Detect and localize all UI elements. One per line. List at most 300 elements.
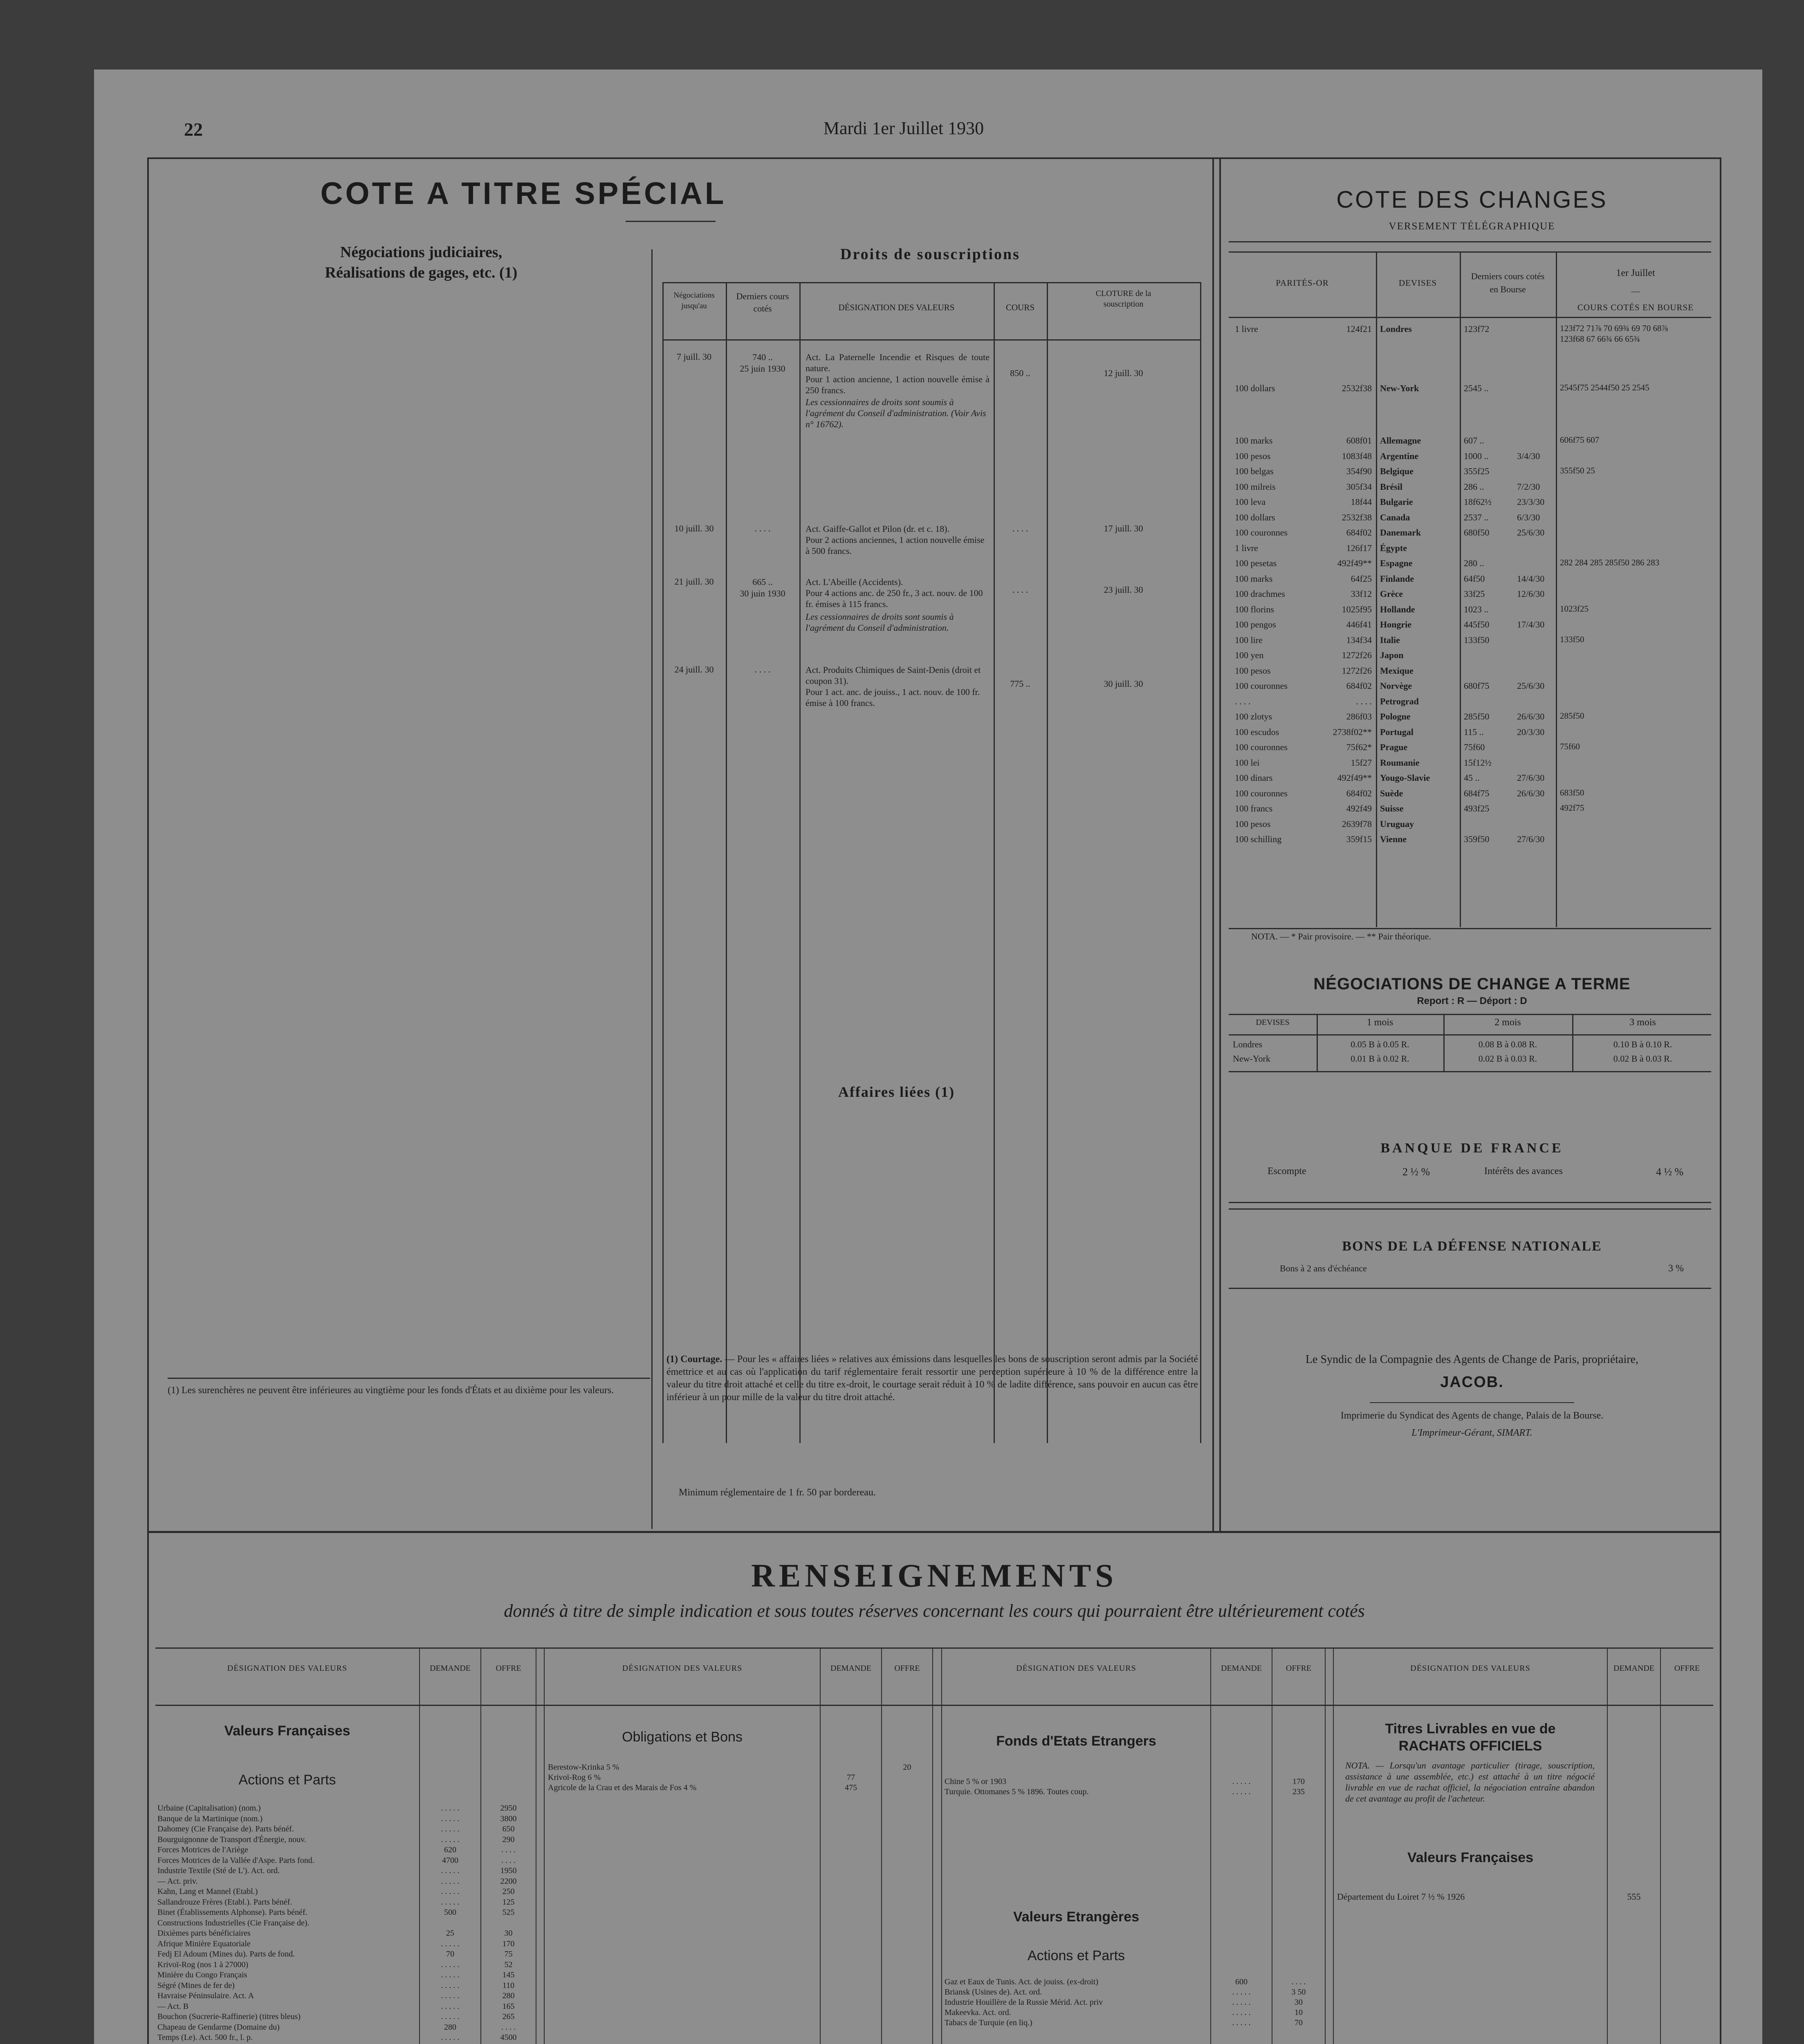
cours-bourse: 606f75 607 — [1560, 435, 1600, 445]
parite-unit: 100 yen — [1235, 650, 1264, 660]
valeur-offre: 30 — [1295, 1998, 1303, 2007]
valeur-offre: 170 — [502, 1939, 515, 1948]
valeur-name — [157, 2043, 242, 2044]
valeur-name: Kahn, Lang et Mannel (Etabl.) — [157, 1887, 258, 1896]
dernier-cours: 18f62½ — [1464, 497, 1492, 507]
parite-value: 2639f78 — [1342, 818, 1372, 829]
page-date: Mardi 1er Juillet 1930 — [823, 118, 984, 138]
droit-designation: Act. La Paternelle Incendie et Risques de toute nature. Pour 1 action ancienne, 1 action nouvelle émise à 250 francs. — [806, 352, 990, 395]
valeur-offre: 125 — [502, 1897, 515, 1907]
parite-unit: 100 pengos — [1235, 619, 1276, 630]
devise-name: Hongrie — [1380, 619, 1411, 630]
valeurs-francaises-heading: Valeurs Françaises — [224, 1723, 350, 1739]
valeur-demande: . . . . . — [441, 1970, 460, 1979]
dernier-cours: 1023 .. — [1464, 604, 1489, 614]
cours-bourse: 683f50 — [1560, 787, 1584, 798]
col-demande: DEMANDE — [830, 1664, 871, 1673]
parite-unit: 100 couronnes — [1235, 527, 1288, 538]
page-number: 22 — [184, 119, 203, 140]
valeur-name: Krivoï-Rog (nos 1 à 27000) — [157, 1960, 249, 1969]
parite-unit: 100 lire — [1235, 634, 1263, 645]
devise-name: Japon — [1380, 650, 1404, 660]
devise-name: Yougo-Slavie — [1380, 773, 1430, 783]
devise-name: Prague — [1380, 742, 1408, 752]
parite-value: 124f21 — [1346, 324, 1372, 334]
avances-value: 4 ½ % — [1656, 1166, 1684, 1178]
valeur-offre: 165 — [502, 2001, 515, 2011]
parite-unit: 100 escudos — [1235, 726, 1279, 737]
valeurs-francaises-heading: Valeurs Françaises — [1407, 1850, 1534, 1865]
escompte-value: 2 ½ % — [1402, 1166, 1430, 1178]
valeur-demande: 600 — [1235, 1977, 1248, 1986]
valeur-offre: 70 — [1295, 2018, 1303, 2027]
valeur-offre: 145 — [502, 1970, 515, 1979]
obligations-bons-heading: Obligations et Bons — [622, 1729, 743, 1745]
avances-label: Intérêts des avances — [1484, 1166, 1563, 1177]
renseignements-title: RENSEIGNEMENTS — [751, 1558, 1117, 1594]
affaires-liees: Affaires liées (1) — [838, 1084, 955, 1100]
valeur-demande: 70 — [446, 1950, 454, 1959]
dernier-cours: 15f12½ — [1464, 757, 1492, 768]
parite-value: 684f02 — [1346, 788, 1372, 798]
droit-note: Les cessionnaires de droits sont soumis à l'agrément du Conseil d'administration. — [806, 612, 954, 633]
valeur-offre: . . . . — [1291, 1977, 1306, 1986]
valeur-offre: 1950 — [500, 1866, 517, 1875]
valeur-demande: . . . . . — [441, 1876, 460, 1886]
droit-designation: Act. Gaiffe-Gallot et Pilon (dr. et c. 18). Pour 2 actions anciennes, 1 action nouvelle émise à 500 francs. — [806, 524, 985, 556]
bons-value: 3 % — [1668, 1263, 1684, 1274]
droit-cours: 775 .. — [1010, 679, 1030, 689]
valeur-name: Dixièmes parts bénéficiaires — [157, 1929, 251, 1938]
col-cloture: CLOTURE de la souscription — [1095, 289, 1151, 309]
valeur-demande: . . . . . — [441, 1887, 460, 1896]
cours-bourse: 492f75 — [1560, 803, 1584, 813]
col-negociations: Négociations jusqu'au — [673, 291, 715, 310]
valeur-offre: 525 — [502, 1908, 515, 1917]
bons-label: Bons à 2 ans d'échéance — [1280, 1263, 1367, 1273]
valeur-demande: . . . . . — [1232, 1777, 1251, 1786]
droits-title: Droits de souscriptions — [840, 246, 1020, 263]
parite-unit: 100 pesos — [1235, 818, 1271, 829]
parite-value: 608f01 — [1346, 435, 1372, 446]
valeur-offre: 10 — [1295, 2008, 1303, 2017]
devise-name: Hollande — [1380, 604, 1415, 614]
dernier-cours: 133f50 — [1464, 634, 1490, 645]
valeur-demande: . . . . . — [441, 1814, 460, 1823]
valeur-demande — [420, 2043, 480, 2044]
parite-value: 1272f26 — [1342, 665, 1372, 676]
devise-name: Allemagne — [1380, 435, 1421, 446]
syndic-name: JACOB. — [1440, 1374, 1504, 1391]
valeur-offre: 20 — [903, 1763, 911, 1772]
dernier-date: 20/3/30 — [1517, 726, 1545, 737]
devise-name: Finlande — [1380, 573, 1414, 584]
cours-bourse: 2545f75 2544f50 25 2545 — [1560, 383, 1649, 392]
parite-unit: 100 pesetas — [1235, 558, 1277, 568]
droit-designation: Act. Produits Chimiques de Saint-Denis (droit et coupon 31). Pour 1 act. anc. de jouiss., 1 act. nouv. de 100 fr. émise à 100 francs. — [806, 665, 981, 708]
valeurs-etrangeres-heading: Valeurs Etrangères — [1013, 1909, 1140, 1925]
dernier-cours: 684f75 — [1464, 788, 1490, 798]
valeur-demande: . . . . . — [441, 1991, 460, 2000]
devise-name: Portugal — [1380, 726, 1414, 737]
terme-value: 0.08 B à 0.08 R. — [1478, 1039, 1537, 1049]
col-parites: PARITÉS-OR — [1276, 278, 1329, 288]
parite-value: 134f34 — [1346, 634, 1372, 645]
devise-name: Égypte — [1380, 542, 1407, 553]
col-designation: DÉSIGNATION DES VALEURS — [1410, 1664, 1530, 1673]
droit-cours-cotes: . . . . — [754, 664, 771, 675]
valeur-offre: . . . . — [501, 1856, 516, 1865]
parite-value: 684f02 — [1346, 527, 1372, 538]
valeur-demande: . . . . . — [441, 2012, 460, 2021]
devise-name: Belgique — [1380, 466, 1414, 476]
parite-value: 75f62* — [1346, 742, 1372, 752]
valeur-offre: 52 — [504, 1960, 513, 1969]
valeur-demande: . . . . . — [441, 2033, 460, 2042]
col-offre: OFFRE — [1674, 1664, 1700, 1673]
valeur-offre: 235 — [1292, 1787, 1305, 1796]
parite-value: 18f44 — [1351, 497, 1372, 507]
devise-name: Vienne — [1380, 834, 1407, 844]
devise-name: Espagne — [1380, 558, 1413, 568]
parite-value: 64f25 — [1351, 573, 1372, 584]
valeur-name: Krivoï-Rog 6 % — [548, 1773, 601, 1782]
droit-date: 21 juill. 30 — [674, 576, 714, 587]
dernier-cours: 64f50 — [1464, 573, 1485, 584]
droit-designation: Act. L'Abeille (Accidents). Pour 4 actions anc. de 250 fr., 3 act. nouv. de 100 fr. émises à 115 francs. — [806, 577, 983, 609]
parite-value: 126f17 — [1346, 542, 1372, 553]
valeur-demande: . . . . . — [441, 1835, 460, 1844]
droit-cours-cotes: 740 .. 25 juin 1930 — [740, 352, 785, 374]
cours-bourse: 75f60 — [1560, 742, 1580, 751]
valeur-name: Chine 5 % or 1903 — [945, 1777, 1007, 1786]
valeur-demande: 500 — [444, 1908, 456, 1917]
dernier-cours: 680f50 — [1464, 527, 1490, 538]
devise-name: Grèce — [1380, 589, 1403, 599]
valeur-offre — [481, 2043, 536, 2044]
devise-name: Uruguay — [1380, 818, 1414, 829]
valeur-name: Ségré (Mines de fer de) — [157, 1981, 235, 1990]
dernier-date: 7/2/30 — [1517, 481, 1540, 492]
devise-name: New-York — [1380, 383, 1419, 393]
changes-title: COTE DES CHANGES — [1336, 186, 1608, 213]
valeur-name: Industrie Houillère de la Russie Mérid. Act. priv — [945, 1998, 1103, 2007]
devise-name: Londres — [1380, 324, 1412, 334]
negociations-title-1: Négociations judiciaires, — [340, 244, 503, 261]
valeur-demande: . . . . . — [1232, 1988, 1251, 1997]
droit-date: 10 juill. 30 — [674, 523, 714, 533]
valeur-name: Urbaine (Capitalisation) (nom.) — [157, 1804, 261, 1813]
col-offre: OFFRE — [894, 1664, 920, 1673]
col-designation: DÉSIGNATION DES VALEURS — [838, 303, 955, 312]
dernier-cours: 607 .. — [1464, 435, 1484, 446]
droit-cours: 850 .. — [1010, 368, 1030, 378]
droit-cours-cotes: . . . . — [754, 523, 771, 533]
valeur-name: Havraise Péninsulaire. Act. A — [157, 1991, 254, 2000]
col-offre: OFFRE — [1286, 1664, 1312, 1673]
droit-cours-cotes: 665 .. 30 juin 1930 — [740, 577, 785, 598]
parite-value: 2532f38 — [1342, 383, 1372, 393]
valeur-demande: . . . . . — [1232, 2008, 1251, 2017]
dernier-cours: 355f25 — [1464, 466, 1490, 476]
devise-name: Roumanie — [1380, 757, 1420, 768]
parite-unit: 1 livre — [1235, 324, 1258, 334]
cours-bourse: 355f50 25 — [1560, 466, 1595, 475]
parite-unit: 100 marks — [1235, 573, 1273, 584]
courtage-minimum: Minimum réglementaire de 1 fr. 50 par bordereau. — [679, 1487, 876, 1498]
col-derniers-cours: Derniers cours cotés en Bourse — [1471, 271, 1545, 294]
cours-bourse: 285f50 — [1560, 711, 1584, 721]
terme-value: 0.02 B à 0.03 R. — [1613, 1053, 1672, 1064]
terme-col-1mois: 1 mois — [1366, 1017, 1393, 1028]
parite-value: 286f03 — [1346, 711, 1372, 722]
col-juillet: 1er Juillet — [1616, 268, 1655, 278]
rachats-nota: NOTA. — Lorsqu'un avantage particulier (tirage, souscription, assistance à une assemblée, etc.) est attaché à un titre négocié livrable en vue de rachat officiel, la négociation entraîne abandon de cet avantage au profit de l'acheteur. — [1345, 1760, 1595, 1804]
valeur-demande: . . . . . — [441, 1960, 460, 1969]
droit-cloture: 30 juill. 30 — [1104, 679, 1143, 689]
col-demande: DEMANDE — [1613, 1664, 1654, 1673]
parite-unit: 100 couronnes — [1235, 788, 1288, 798]
terme-value: 0.01 B à 0.02 R. — [1351, 1053, 1409, 1064]
dernier-date: 27/6/30 — [1517, 834, 1545, 844]
parite-unit: 100 drachmes — [1235, 589, 1285, 599]
parite-value: . . . . — [1356, 696, 1372, 706]
renseignements-subtitle: donnés à titre de simple indication et sous toutes réserves concernant les cours qui pourraient être ultérieurement cotés — [504, 1601, 1365, 1621]
valeur-demande: 620 — [444, 1845, 456, 1854]
valeur-name: — Act. priv. — [157, 1876, 198, 1886]
droit-date: 24 juill. 30 — [674, 664, 714, 675]
valeur-demande: . . . . . — [441, 2001, 460, 2011]
valeur-demande: . . . . . — [441, 1824, 460, 1833]
parite-unit: 100 florins — [1235, 604, 1274, 614]
valeur-name: Afrique Minière Equatoriale — [157, 1939, 251, 1948]
courtage-note: (1) Courtage. — Pour les « affaires liées » relatives aux émissions dans lesquelles les bons de souscription seront admis par la Société émettrice et au cas où l'application du tarif réglementaire ferait ressortir une perception supérieure à 10 % de la différence entre la valeur du titre droit attaché et celle du titre ex-droit, le courtage serait réduit à 10 % de ladite différence, sans pouvoir en aucun cas être inférieur à un pour mille de la valeur du titre droit attaché. — [666, 1354, 1198, 1403]
parite-unit: 100 couronnes — [1235, 681, 1288, 691]
valeur-offre: 30 — [504, 1929, 513, 1938]
droit-cloture: 12 juill. 30 — [1104, 368, 1143, 378]
valeur-offre: 265 — [502, 2012, 515, 2021]
parite-value: 1025f95 — [1342, 604, 1372, 614]
col-cours: COURS — [1005, 303, 1035, 312]
valeur-name: Banque de la Martinique (nom.) — [157, 1814, 263, 1823]
valeur-name: Binet (Établissements Alphonse). Parts bénéf. — [157, 1908, 307, 1917]
devise-name: Mexique — [1380, 665, 1414, 676]
parite-value: 1272f26 — [1342, 650, 1372, 660]
changes-subtitle: VERSEMENT TÉLÉGRAPHIQUE — [1389, 221, 1555, 232]
droit-cours: . . . . — [1012, 523, 1028, 533]
dernier-date: 23/3/30 — [1517, 497, 1545, 507]
devise-name: Bulgarie — [1380, 497, 1413, 507]
dernier-date: 6/3/30 — [1517, 512, 1540, 522]
parite-value: 684f02 — [1346, 681, 1372, 691]
parite-value: 305f34 — [1346, 481, 1372, 492]
cours-bourse: 133f50 — [1560, 634, 1584, 644]
dernier-cours: 285f50 — [1464, 711, 1490, 722]
parite-value: 2532f38 — [1342, 512, 1372, 522]
dernier-date: 3/4/30 — [1517, 450, 1540, 461]
dernier-cours: 286 .. — [1464, 481, 1484, 492]
parite-unit: 100 francs — [1235, 803, 1273, 814]
valeur-demande: 555 — [1627, 1892, 1641, 1902]
valeur-name: Fedj El Adoum (Mines du). Parts de fond. — [157, 1950, 295, 1959]
devise-name: Danemark — [1380, 527, 1421, 538]
parite-value: 492f49 — [1346, 803, 1372, 814]
parite-value: 1083f48 — [1342, 450, 1372, 461]
devise-name: Norvège — [1380, 681, 1412, 691]
devise-name: Suède — [1380, 788, 1403, 798]
dernier-cours: 2537 .. — [1464, 512, 1489, 522]
valeur-demande: . . . . . — [441, 1866, 460, 1875]
valeur-demande: . . . . . — [441, 1939, 460, 1948]
escompte-label: Escompte — [1268, 1166, 1306, 1177]
col-devises: DEVISES — [1398, 278, 1437, 288]
valeur-name: Industrie Textile (Sté de L'). Act. ord. — [157, 1866, 280, 1875]
devise-name: Brésil — [1380, 481, 1402, 492]
valeur-name: Berestow-Krinka 5 % — [548, 1763, 619, 1772]
parite-unit: 100 pesos — [1235, 450, 1271, 461]
valeur-offre: 650 — [502, 1824, 515, 1833]
valeur-offre: . . . . — [501, 2022, 516, 2032]
terme-col-3mois: 3 mois — [1629, 1017, 1656, 1028]
col-designation: DÉSIGNATION DES VALEURS — [622, 1664, 743, 1673]
col-derniers: Derniers cours cotés — [736, 291, 789, 314]
valeur-demande: 77 — [847, 1773, 855, 1782]
droit-cloture: 17 juill. 30 — [1104, 523, 1143, 533]
parite-unit: 100 dollars — [1235, 383, 1275, 393]
terme-col-2mois: 2 mois — [1494, 1017, 1521, 1028]
parite-unit: 100 dinars — [1235, 773, 1273, 783]
valeur-offre: 2200 — [500, 1876, 517, 1886]
valeur-name: Briansk (Usines de). Act. ord. — [945, 1988, 1042, 1997]
dernier-date: 25/6/30 — [1517, 681, 1545, 691]
parite-unit: 100 dollars — [1235, 512, 1275, 522]
col-offre: OFFRE — [496, 1664, 521, 1673]
devise-name: Italie — [1380, 634, 1400, 645]
dernier-cours: 75f60 — [1464, 742, 1485, 752]
terme-devise: Londres — [1233, 1039, 1263, 1049]
valeur-name: Forces Motrices de la Vallée d'Aspe. Parts fond. — [157, 1856, 314, 1865]
parite-value: 15f27 — [1351, 757, 1372, 768]
valeur-name: Bourguignonne de Transport d'Énergie, nouv. — [157, 1835, 306, 1844]
parite-unit: 1 livre — [1235, 542, 1258, 553]
valeur-name: Département du Loiret 7 ½ % 1926 — [1337, 1892, 1465, 1902]
rachats-officiels-heading: RACHATS OFFICIELS — [1398, 1738, 1542, 1754]
dernier-cours: 1000 .. — [1464, 450, 1489, 461]
col-demande: DEMANDE — [430, 1664, 471, 1673]
imprimerie-line: Imprimerie du Syndicat des Agents de change, Palais de la Bourse. — [1340, 1410, 1604, 1421]
valeur-offre: 170 — [1292, 1777, 1305, 1786]
devise-name: Suisse — [1380, 803, 1404, 814]
gerant-line: L'Imprimeur-Gérant, SIMART. — [1411, 1428, 1533, 1438]
droit-cloture: 23 juill. 30 — [1104, 585, 1143, 595]
dernier-cours: 33f25 — [1464, 589, 1485, 599]
actions-parts-heading: Actions et Parts — [1027, 1948, 1125, 1963]
valeur-name: Minière du Congo Français — [157, 1970, 247, 1979]
valeur-name: Chapeau de Gendarme (Domaine du) — [157, 2022, 280, 2032]
bons-title: BONS DE LA DÉFENSE NATIONALE — [1342, 1239, 1602, 1254]
terme-value: 0.02 B à 0.03 R. — [1478, 1053, 1537, 1064]
dernier-cours: 45 .. — [1464, 773, 1480, 783]
banque-title: BANQUE DE FRANCE — [1380, 1141, 1564, 1156]
valeur-name: Sallandrouze Frères (Etabl.). Parts bénéf. — [157, 1897, 292, 1907]
parite-unit: 100 marks — [1235, 435, 1273, 446]
parite-value: 33f12 — [1351, 589, 1372, 599]
cours-bourse: 282 284 285 285f50 286 283 — [1560, 558, 1660, 567]
parite-unit: 100 couronnes — [1235, 742, 1288, 752]
valeur-offre: 3800 — [500, 1814, 517, 1823]
valeur-demande: . . . . . — [441, 1804, 460, 1813]
valeur-demande: 280 — [444, 2022, 456, 2032]
parite-unit: 100 schilling — [1235, 834, 1282, 844]
parite-unit: 100 zlotys — [1235, 711, 1272, 722]
parite-value: 2738f02** — [1333, 726, 1372, 737]
valeur-name: Temps (Le). Act. 500 fr., l. p. — [157, 2033, 253, 2042]
valeur-offre: 290 — [502, 1835, 515, 1844]
dernier-cours: 445f50 — [1464, 619, 1490, 630]
dernier-date: 26/6/30 — [1517, 788, 1545, 798]
parite-value: 359f15 — [1346, 834, 1372, 844]
newspaper-page: 22 Mardi 1er Juillet 1930 COTE A TITRE SPÉCIAL Négociations judiciaires, Réalisations de gages, etc. (1) (1) Les surenchères ne peuvent être inférieures au vingtième pour les fonds d'États et au dixième pour les valeurs. Droits de souscriptions Négociations jusqu'au Derniers cours cotés DÉSIGNATION DES VALEURS COURS CLOTURE de la souscription 7 juill. 30 740 .. 25 juin 1930 Act. La Paternelle Incendie et Risques de toute nature. Pour 1 action ancienne, 1 action nouvelle émise à 250 francs. Les cessionnaires de droits sont soumis à l'agrément du Conseil d'administration. (Voir Avis n° 16762). 850 .. 12 juill. 30 10 juill. 30 . . . . Act. Gaiffe-Gallot et Pilon (dr. et c. 18). Pour 2 actions anciennes, 1 action nouvelle émise à 500 francs. . . . . 17 juill. 30 21 juill. 30 665 .. 30 juin 1930 Act. L'Abeille (Accidents). Pour 4 actions anc. de 250 fr., 3 act. nouv. de 100 fr. émises à 115 francs. Les cessionnaires de droits sont soumis à l'agrément du Conseil d'administration. . . . . 23 juill. 30 24 juill. 30 . . . . Act. Produits Chimiques de Saint-Denis (droit et coupon 31). Pour 1 act. anc. de jouiss., 1 act. nouv. de 100 fr. émise à 100 francs. 775 .. 30 juill. 30 Affaires liées (1) (1) Courtage. — Pour les « affaires liées » relatives aux émissions dans lesquelles les bons de souscription seront admis par la Société émettrice et au cas où l'application du tarif réglementaire ferait ressortir une perception supérieure à 10 % de la différence entre la valeur du titre droit attaché et celle du titre ex-droit, le courtage serait réduit à 10 % de ladite différence, sans pouvoir en aucun cas être inférieur à un pour mille de la valeur du titre droit attaché. Minimum réglementaire de 1 fr. 50 par bordereau. COTE DES CHANGES VERSEMENT TÉLÉGRAPHIQUE PARITÉS-OR DEVISES Derniers cours cotés en Bourse 1er Juillet — COURS COTÉS EN BOURSE 1 livre 124f21 Londres 123f72 123f72 71⅞ 70 69¾ 69 70 68⅞ 123f68 67 66¾ 66 65¾ 100 dollars 2532f38 New-York 2545 .. 2545f75 2544f50 25 2545 100 marks 608f01 Allemagne 607 .. 606f75 607 100 pesos 1083f48 Argentine 1000 .. 3/4/30 100 belgas 354f90 Belgique 355f25 355f50 25 100 milreis 305f34 Brésil 286 .. 7/2/30 100 leva 18f44 Bulgarie 18f62½ 23/3/30 100 dollars 2532f38 Canada 2537 .. 6/3/30 100 couronnes 684f02 Danemark 680f50 25/6/30 1 livre 126f17 Égypte 100 pesetas 492f49** Espagne 280 .. 282 284 285 285f50 286 283 100 marks 64f25 Finlande 64f50 14/4/30 100 drachmes 33f12 Grèce 33f25 12/6/30 100 florins 1025f95 Hollande 1023 .. 1023f25 100 pengos 446f41 Hongrie 445f50 17/4/30 100 lire 134f34 Italie 133f50 133f50 100 yen 1272f26 Japon 100 pesos 1272f26 Mexique 100 couronnes 684f02 Norvège 680f75 25/6/30 . . . . . . . . Petrograd 100 zlotys 286f03 Pologne 285f50 26/6/30 285f50 100 escudos 2738f02** Portugal 115 .. 20/3/30 100 couronnes 75f62* Prague 75f60 75f60 100 lei 15f27 Roumanie 15f12½ 100 dinars 492f49** Yougo-Slavie 45 .. 27/6/30 100 couronnes 684f02 Suède 684f75 26/6/30 683f50 100 francs 492f49 Suisse 493f25 492f75 100 pesos 2639f78 Uruguay 100 schilling 359f15 Vienne 359f50 27/6/30 NOTA. — * Pair provisoire. — ** Pair théorique. NÉGOCIATIONS DE CHANGE A TERME Report : R — Déport : D DEVISES 1 mois 2 mois 3 mois Londres 0.05 B à 0.05 R. 0.08 B à 0.08 R. 0.10 B à 0.10 R. New-York 0.01 B à 0.02 R. 0.02 B à 0.03 R. 0.02 B à 0.03 R. BANQUE DE FRANCE Escompte 2 ½ % Intérêts des avances 4 ½ % BONS DE LA DÉFENSE NATIONALE Bons à 2 ans d'échéance 3 % Le Syndic de la Compagnie des Agents de Change de Paris, propriétaire, JACOB. Imprimerie du Syndicat des Agents de change, Palais de la Bourse. L'Imprimeur-Gérant, SIMART. RENSEIGNEMENTS donnés à titre de simple indication et sous toutes réserves concernant les cours qui pourraient être ultérieurement cotés DÉSIGNATION DES VALEURS DEMANDE OFFRE DÉSIGNATION DES VALEURS DEMANDE OFFRE DÉSIGNATION DES VALEURS DEMANDE OFFRE DÉSIGNATION DES VALEURS DEMANDE OFFRE Valeurs Françaises Actions et Parts Urbaine (Capitalisation) (nom.) . . . . . 2950 Banque de la Martinique (nom.) . . . . . 3800 Dahomey (Cie Française de). Parts bénéf. . . . . . 650 Bourguignonne de Transport d'Énergie, nouv. . . . . . 290 Forces Motrices de l'Ariège 620 . . . . Forces Motrices de la Vallée d'Aspe. Parts fond. 4700 . . . . Industrie Textile (Sté de L'). Act. ord. . . . . . 1950 — Act. priv. . . . . . 2200 Kahn, Lang et Mannel (Etabl.) . . . . . 250 Sallandrouze Frères (Etabl.). Parts bénéf. . . . . . 125 Binet (Établissements Alphonse). Parts bénéf. 500 525 Constructions Industrielles (Cie Française de). Dixièmes parts bénéficiaires 25 30 Afrique Minière Equatoriale . . . . . 170 Fedj El Adoum (Mines du). Parts de fond. 70 75 Krivoï-Rog (nos 1 à 27000) . . . . . 52 Minière du Congo Français . . . . . 145 Ségré (Mines de fer de) . . . . . 110 Havraise Péninsulaire. Act. A . . . . . 280 — Act. B . . . . . 165 Bouchon (Sucrerie-Raffinerie) (titres bleus) . . . . . 265 Chapeau de Gendarme (Domaine du) 280 . . . . Temps (Le). Act. 500 fr., l. p. . . . . . 4500 Obligations et Bons Berestow-Krinka 5 % 20 Krivoï-Rog 6 % 77 Agricole de la Crau et des Marais de Fos 4 % 475 Fonds d'Etats Etrangers Chine 5 % or 1903 . . . . . 170 Turquie. Ottomanes 5 % 1896. Toutes coup. . . . . . 235 Valeurs Etrangères Actions et Parts Gaz et Eaux de Tunis. Act. de jouiss. (ex-droit) 600 . . . . Briansk (Usines de). Act. ord. . . . . . 3 50 Industrie Houillère de la Russie Mérid. Act. priv . . . . . 30 Makeevka. Act. ord. . . . . . 10 Tabacs de Turquie (en liq.) . . . . . 70 Titres Livrables en vue de RACHATS OFFICIELS NOTA. — Lorsqu'un avantage particulier (tirage, souscription, assistance à une assemblée, etc.) est attaché à un titre négocié livrable en vue de rachat officiel, la négociation entraîne abandon de cet avantage au profit de l'acheteur. Valeurs Françaises Département du Loiret 7 ½ % 1926 555 — [94, 69, 1762, 2044]
changes-nota: NOTA. — * Pair provisoire. — ** Pair théorique. — [1251, 931, 1431, 941]
valeur-offre: 75 — [504, 1950, 513, 1959]
parite-unit: 100 pesos — [1235, 665, 1271, 676]
devise-name: Argentine — [1380, 450, 1419, 461]
dernier-cours: 493f25 — [1464, 803, 1490, 814]
dernier-cours: 280 .. — [1464, 558, 1484, 568]
dernier-date: 26/6/30 — [1517, 711, 1545, 722]
col-cours-bourse: COURS COTÉS EN BOURSE — [1577, 303, 1694, 312]
valeur-name: Gaz et Eaux de Tunis. Act. de jouiss. (ex-droit) — [945, 1977, 1099, 1986]
col-designation: DÉSIGNATION DES VALEURS — [1016, 1664, 1136, 1673]
valeur-name: Agricole de la Crau et des Marais de Fos 4 % — [548, 1783, 697, 1792]
terme-value: 0.05 B à 0.05 R. — [1351, 1039, 1409, 1049]
valeur-name: Forces Motrices de l'Ariège — [157, 1845, 248, 1854]
terme-col-devises: DEVISES — [1256, 1018, 1290, 1027]
valeur-demande: 25 — [446, 1929, 454, 1938]
parite-value: 492f49** — [1337, 558, 1372, 568]
droit-date: 7 juill. 30 — [677, 352, 711, 362]
droit-cours: . . . . — [1012, 585, 1028, 595]
valeur-demande: . . . . . — [1232, 1787, 1251, 1796]
dernier-cours: 115 .. — [1464, 726, 1484, 737]
valeur-demande: . . . . . — [441, 1897, 460, 1907]
footnote-surencheres: (1) Les surenchères ne peuvent être inférieures au vingtième pour les fonds d'États et au dixième pour les valeurs. — [168, 1385, 614, 1396]
negociations-title-2: Réalisations de gages, etc. (1) — [325, 264, 518, 281]
terme-value: 0.10 B à 0.10 R. — [1613, 1039, 1672, 1049]
parite-value: 354f90 — [1346, 466, 1372, 476]
dernier-date: 14/4/30 — [1517, 573, 1545, 584]
valeur-offre: 3 50 — [1291, 1988, 1306, 1997]
valeur-name: Makeevka. Act. ord. — [945, 2008, 1011, 2017]
droit-note: Les cessionnaires de droits sont soumis à l'agrément du Conseil d'administration. (Voir Avis n° 16762). — [806, 397, 986, 429]
devise-name: Petrograd — [1380, 696, 1419, 706]
col-demande: DEMANDE — [1221, 1664, 1262, 1673]
syndic-line: Le Syndic de la Compagnie des Agents de Change de Paris, propriétaire, — [1305, 1353, 1639, 1366]
dernier-date: 17/4/30 — [1517, 619, 1545, 630]
valeur-offre: 110 — [502, 1981, 515, 1990]
dernier-cours: 680f75 — [1464, 681, 1490, 691]
valeur-name: Dahomey (Cie Française de). Parts bénéf. — [157, 1824, 294, 1833]
valeur-demande: 475 — [845, 1783, 857, 1792]
dernier-date: 25/6/30 — [1517, 527, 1545, 538]
parite-unit: . . . . — [1235, 696, 1251, 706]
dernier-cours: 359f50 — [1464, 834, 1490, 844]
valeur-offre: 250 — [502, 1887, 515, 1896]
dernier-cours: 2545 .. — [1464, 383, 1489, 393]
parite-value: 446f41 — [1346, 619, 1372, 630]
parite-value: 492f49** — [1337, 773, 1372, 783]
terme-title: NÉGOCIATIONS DE CHANGE A TERME — [1313, 975, 1631, 993]
